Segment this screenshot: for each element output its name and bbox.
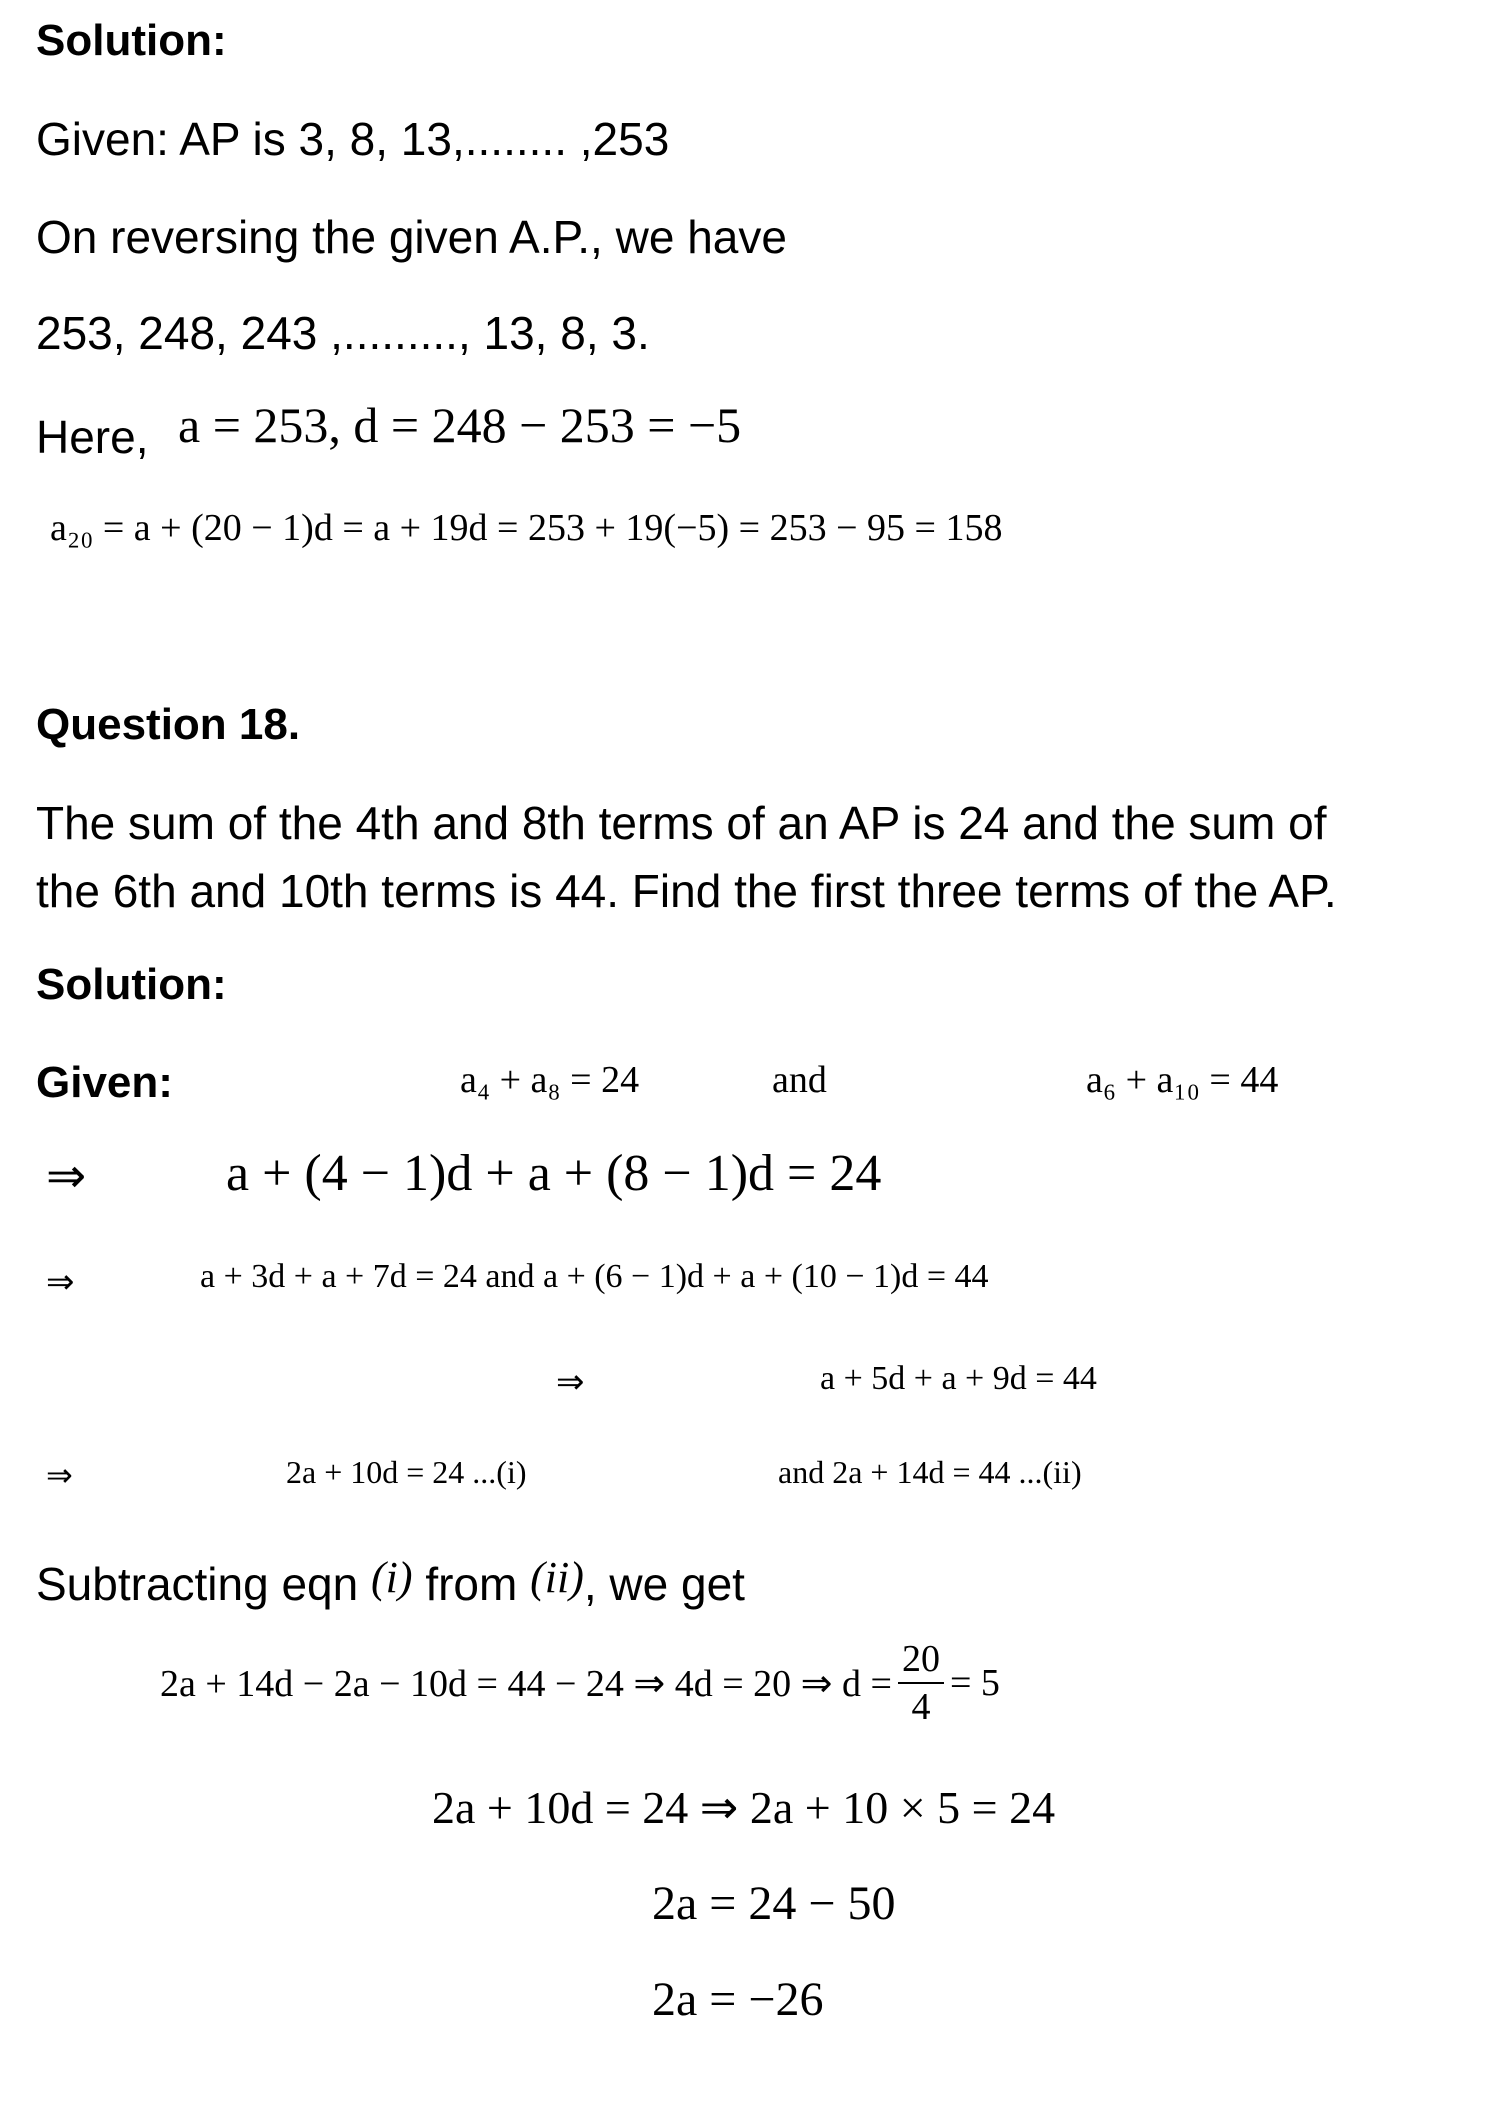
calc-line-2: 2a + 10d = 24 ⇒ 2a + 10 × 5 = 24 [432, 1782, 1056, 1833]
solution-heading: Solution: [36, 16, 227, 65]
question-text-line-1: The sum of the 4th and 8th terms of an AP is 24 and the sum of [36, 797, 1327, 849]
reversed-sequence: 253, 248, 243 ,........., 13, 8, 3. [36, 307, 650, 359]
given-line: Given: AP is 3, 8, 13,........ ,253 [36, 113, 670, 165]
given-and: and [772, 1059, 827, 1101]
question-text-line-2: the 6th and 10th terms is 44. Find the first three terms of the AP. [36, 865, 1337, 917]
calc-line-1 [160, 1640, 1000, 1726]
eqn-ref-ii: (ii) [530, 1553, 584, 1602]
fraction [898, 1640, 944, 1726]
reverse-intro: On reversing the given A.P., we have [36, 211, 787, 263]
subtract-text-3: , we get [583, 1558, 745, 1610]
step-1-equation: a + (4 − 1)d + a + (8 − 1)d = 24 [226, 1145, 882, 1202]
calc-main: 2a + 14d − 2a − 10d = 44 − 24 ⇒ 4d = 20 ⇒ d = [160, 1662, 892, 1705]
subtract-text-1: Subtracting eqn [36, 1558, 359, 1610]
implies-arrow-2: ⇒ [46, 1264, 75, 1301]
given-equation-2: a₆ + a₁₀ = 44 [1086, 1059, 1279, 1101]
eqn-ref-i: (i) [371, 1553, 413, 1602]
a20-equation: a₂₀ = a + (20 − 1)d = a + 19d = 253 + 19(−5) = 253 − 95 = 158 [50, 507, 1003, 549]
implies-arrow-3: ⇒ [556, 1364, 585, 1401]
step-2-equation: a + 3d + a + 7d = 24 and a + (6 − 1)d + a + (10 − 1)d = 44 [200, 1258, 989, 1295]
implies-arrow-1: ⇒ [46, 1150, 87, 1203]
calc-end: = 5 [949, 1662, 1000, 1704]
fraction-denominator: 4 [911, 1686, 931, 1728]
step-3-equation: a + 5d + a + 9d = 44 [820, 1360, 1097, 1397]
here-label: Here, [36, 411, 149, 463]
calc-line-3: 2a = 24 − 50 [652, 1877, 896, 1930]
question-heading: Question 18. [36, 700, 301, 749]
subtract-text-2: from [425, 1558, 518, 1610]
given-equation-1: a₄ + a₈ = 24 [460, 1059, 640, 1101]
calc-line-4: 2a = −26 [652, 1973, 824, 2026]
subtract-text [36, 1552, 745, 1611]
step-4-equation-left: 2a + 10d = 24 ...(i) [286, 1454, 527, 1490]
given-label: Given: [36, 1058, 173, 1107]
step-4-equation-right: and 2a + 14d = 44 ...(ii) [778, 1454, 1082, 1490]
implies-arrow-4: ⇒ [46, 1457, 73, 1493]
solution-heading-2: Solution: [36, 960, 227, 1009]
here-equation: a = 253, d = 248 − 253 = −5 [178, 397, 742, 453]
fraction-numerator: 20 [898, 1640, 944, 1684]
